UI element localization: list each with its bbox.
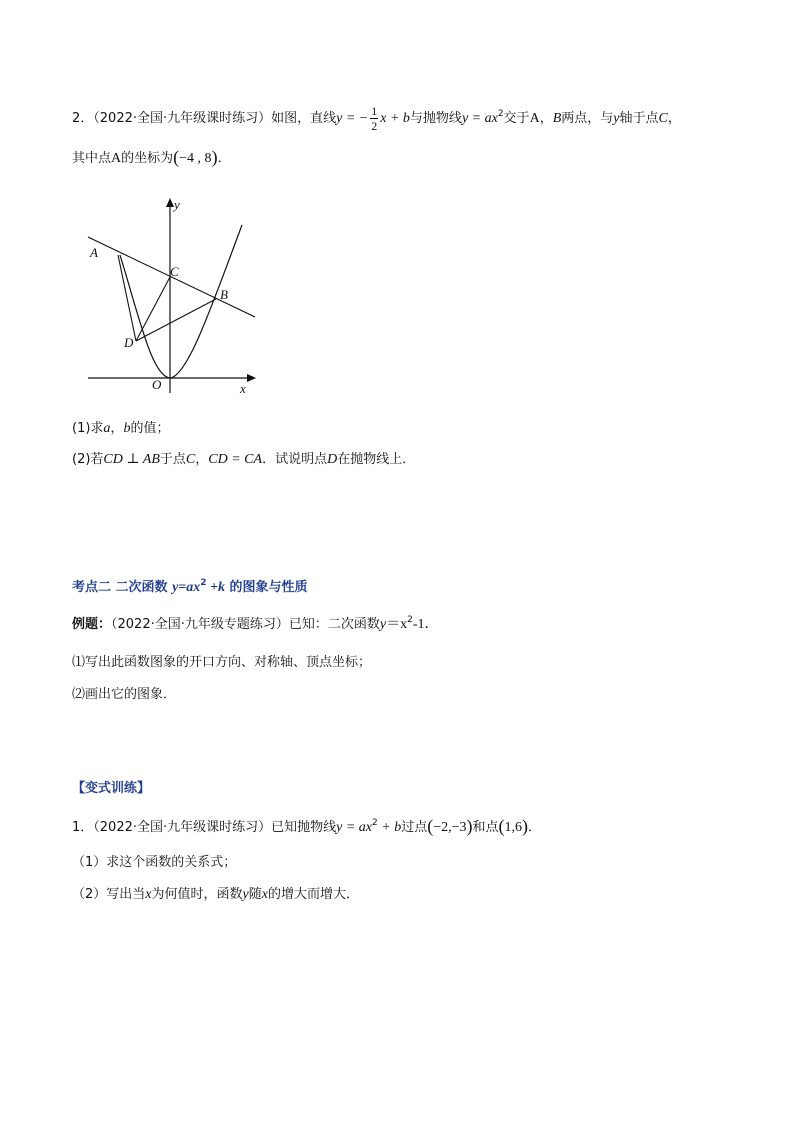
example-eq: y: [379, 617, 387, 632]
q2-line-1: [72, 104, 681, 133]
label-a: A: [90, 245, 98, 260]
q2-line-tail: x + b: [380, 111, 410, 126]
q2-sub2-mid2: ．试说明点: [262, 452, 328, 467]
example-eq3: -1．: [412, 617, 439, 632]
section-heading-math2: +k: [206, 580, 226, 595]
q2-fraction: $\frac{1}{2}$: [371, 104, 378, 133]
label-y: y: [174, 197, 180, 212]
label-o: O: [152, 377, 162, 392]
example-square: 2: [407, 615, 413, 625]
q2-line-2: 其中点A的坐标为(−4 , 8)．: [72, 147, 231, 167]
q2-sub1-sep: ，: [110, 421, 124, 436]
q2-line-eq: y = −: [336, 111, 369, 126]
segment-bd: [136, 299, 216, 341]
q2-sub-1: [72, 419, 169, 439]
segment-cd: [136, 277, 170, 341]
variant-point-1: −2,−3: [433, 820, 467, 835]
q2-square: 2: [497, 109, 504, 119]
q2-sub2-sep: ，: [195, 452, 209, 467]
q2-sub1-end: 的值；: [130, 421, 170, 436]
q2-line2-mid: 的坐标为: [121, 151, 174, 166]
q2-sub1-a: a: [103, 421, 111, 436]
q2-sep: ，: [539, 111, 553, 126]
q2-number: 2．: [72, 111, 94, 126]
q2-sub2-c: C: [185, 452, 196, 467]
q2-axis-meet: 轴于点: [619, 111, 659, 126]
section-2-heading: [72, 578, 308, 598]
section-heading-math: y=ax: [172, 580, 201, 595]
variant-sub2-mid: 为何值时，函数: [151, 887, 243, 902]
section-heading-post: 的图象与性质: [225, 580, 308, 595]
label-b: B: [220, 287, 228, 302]
q2-sub2-cond: CD ⊥ AB: [103, 452, 160, 467]
q2-line2-a: A: [111, 151, 122, 166]
example-text: （2022·全国·九年级专题练习）已知：二次函数: [111, 617, 380, 632]
section-heading-pre: 考点二 二次函数: [72, 580, 173, 595]
example-eq2: ＝x: [386, 617, 408, 632]
q2-parabola: y = ax: [461, 111, 498, 126]
q2-mid: 与抛物线: [409, 111, 462, 126]
y-axis-arrow-icon: [166, 198, 174, 207]
q2-sub1-b: b: [123, 421, 131, 436]
variant-end: ．: [528, 820, 542, 835]
variant-eq-tail: + b: [377, 820, 402, 835]
q2-point-b: B: [552, 111, 562, 126]
q2-line2-end: ．: [217, 151, 231, 166]
variant-sub2-x2: x: [261, 887, 268, 902]
variant-sub2-x: x: [145, 887, 152, 902]
q2-sub2-pre: (2)若: [72, 452, 104, 467]
q2-line2-pre: 其中点: [72, 151, 112, 166]
variant-sub-1: （1）求这个函数的关系式；: [72, 855, 237, 870]
q2-two-points: 两点，与: [561, 111, 614, 126]
q2-meet: 交于: [503, 111, 530, 126]
variant-and: 和点: [472, 820, 499, 835]
variant-sub2-mid2: 随: [248, 887, 262, 902]
q2-point-c: C: [658, 111, 668, 126]
section-heading-square: 2: [200, 578, 207, 588]
q2-sub2-eq: CD = CA: [208, 452, 263, 467]
q2-point-a: A: [529, 111, 540, 126]
variant-sub2-pre: （2）写出当: [72, 887, 146, 902]
x-axis-arrow-icon: [247, 374, 256, 382]
label-x: x: [240, 381, 246, 396]
q2-sub-2: [72, 450, 415, 470]
q2-source: （2022·全国·九年级课时练习）如图，直线: [93, 111, 337, 126]
q2-figure: [80, 195, 280, 400]
example-label: 例题：: [72, 617, 112, 632]
variant-source: （2022·全国·九年级课时练习）已知抛物线: [93, 820, 337, 835]
variant-eq: y = ax: [336, 820, 373, 835]
example-sub-1: ⑴写出此函数图象的开口方向、对称轴、顶点坐标；: [72, 655, 372, 670]
q2-end-comma: ，: [667, 111, 681, 126]
variant-line: 1．（2022·全国·九年级课时练习）已知抛物线$y = ax^2 + b$过点(−2,−3)和点(1,6)．: [72, 816, 542, 836]
q2-coordinate: −4 , 8: [179, 151, 212, 166]
variant-number: 1．: [72, 820, 94, 835]
example-line: [72, 615, 439, 635]
q2-sub2-d: D: [327, 452, 338, 467]
variant-sub2-y: y: [242, 887, 249, 902]
q2-sub2-end: 在抛物线上．: [337, 452, 416, 467]
q2-sub1-pre: (1)求: [72, 421, 104, 436]
q2-sub2-mid: 于点: [159, 452, 186, 467]
label-d: D: [124, 335, 134, 350]
variant-heading: 【变式训练】: [72, 781, 151, 796]
label-c: C: [170, 264, 179, 279]
variant-sub2-end: 的增大而增大．: [267, 887, 359, 902]
variant-pass: 过点: [401, 820, 428, 835]
variant-square: 2: [372, 818, 378, 828]
variant-point-2: 1,6: [504, 820, 523, 835]
example-sub-2: ⑵画出它的图象．: [72, 687, 177, 702]
variant-sub-2: [72, 885, 359, 905]
q2-y-axis: y: [613, 111, 620, 126]
